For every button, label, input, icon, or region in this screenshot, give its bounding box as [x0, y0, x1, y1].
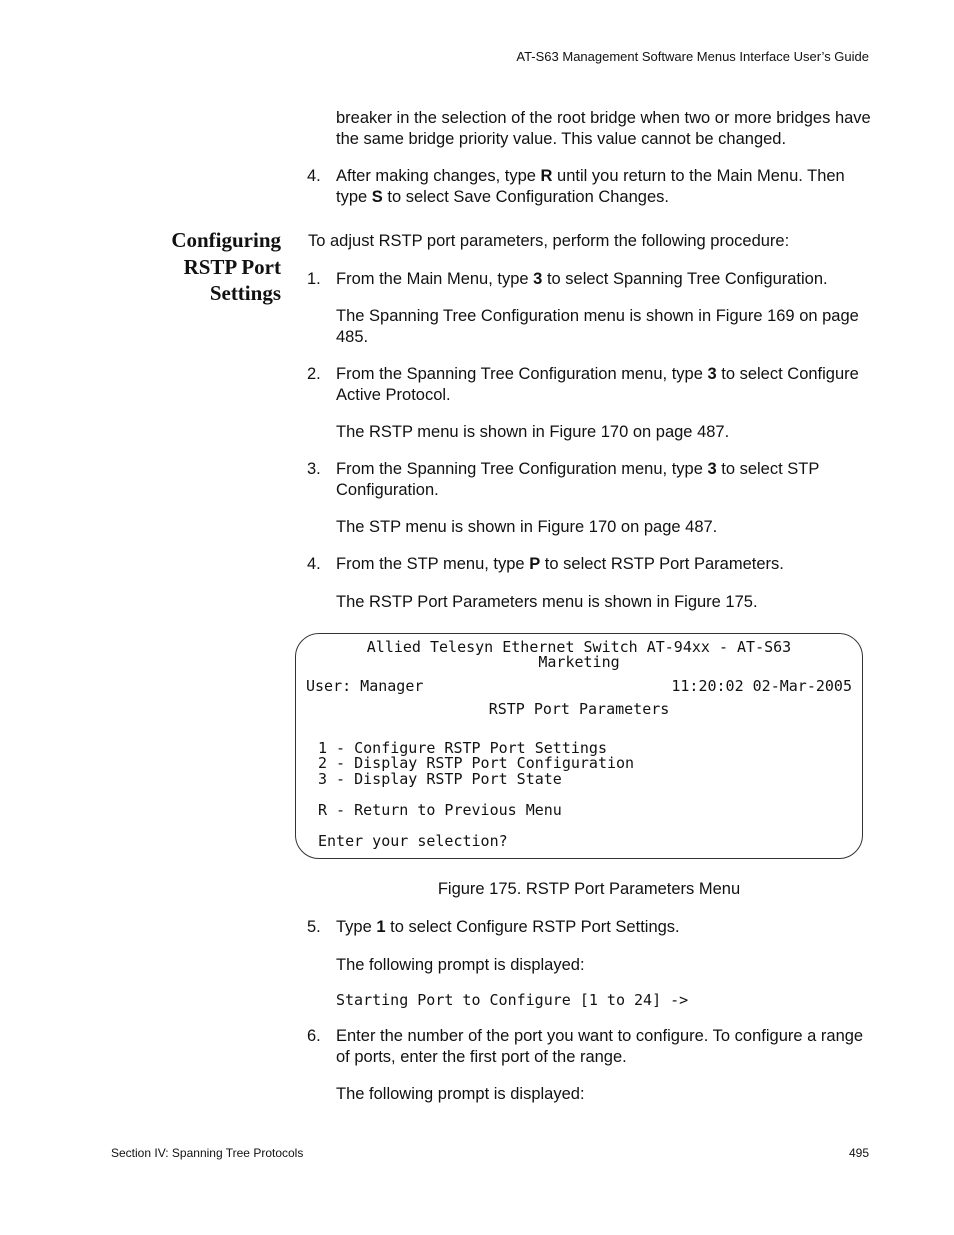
- step-note: The RSTP Port Parameters menu is shown in Figure 175.: [336, 593, 758, 611]
- key-label: 3: [707, 365, 717, 383]
- step-text: Type 1 to select Configure RSTP Port Settings.: [336, 918, 680, 936]
- step-number: 1.: [307, 270, 321, 288]
- step-text: From the STP menu, type P to select RSTP Port Parameters.: [336, 555, 784, 573]
- menu-option-return: R - Return to Previous Menu: [318, 801, 562, 819]
- key-label: 3: [533, 270, 543, 288]
- step-text: From the Spanning Tree Configuration menu, type 3 to select Configure Active Protocol.: [336, 365, 859, 404]
- step-text: From the Spanning Tree Configuration menu, type 3 to select STP Configuration.: [336, 460, 820, 499]
- key-label: 1: [376, 918, 386, 936]
- step-number: 5.: [307, 918, 321, 936]
- step-note: The Spanning Tree Configuration menu is shown in Figure 169 on page 485.: [336, 307, 859, 346]
- running-header: AT-S63 Management Software Menus Interface User’s Guide: [516, 49, 869, 64]
- figure-caption: Figure 175. RSTP Port Parameters Menu: [437, 880, 741, 898]
- step-text: From the Main Menu, type 3 to select Spanning Tree Configuration.: [336, 270, 828, 288]
- menu-option-1: 1 - Configure RSTP Port Settings: [318, 739, 607, 757]
- key-label: R: [540, 167, 553, 185]
- terminal-datetime: 11:20:02 02-Mar-2005: [671, 677, 852, 695]
- step-number: 3.: [307, 460, 321, 478]
- terminal-subtitle: Marketing: [538, 653, 620, 671]
- step-note: The RSTP menu is shown in Figure 170 on page 487.: [336, 423, 730, 441]
- menu-option-3: 3 - Display RSTP Port State: [318, 770, 562, 788]
- step-number: 6.: [307, 1027, 321, 1045]
- terminal-menu-title: RSTP Port Parameters: [488, 700, 670, 718]
- step-number: 4.: [307, 555, 321, 573]
- key-label: S: [371, 188, 383, 206]
- step-text: After making changes, type R until you return to the Main Menu. Then type S to select Save Configuration Changes.: [336, 167, 845, 206]
- page-number: 495: [848, 1146, 869, 1160]
- continuation-paragraph: breaker in the selection of the root bridge when two or more bridges have the same bridge priority value. This value cannot be changed.: [336, 109, 871, 148]
- key-label: 3: [707, 460, 717, 478]
- footer-section: Section IV: Spanning Tree Protocols: [111, 1146, 304, 1160]
- step-note: The STP menu is shown in Figure 170 on page 487.: [336, 518, 718, 536]
- menu-option-2: 2 - Display RSTP Port Configuration: [318, 754, 635, 772]
- step-number: 2.: [307, 365, 321, 383]
- section-intro: To adjust RSTP port parameters, perform the following procedure:: [308, 232, 790, 250]
- step-note: The following prompt is displayed:: [336, 956, 585, 974]
- terminal-user: User: Manager: [306, 677, 424, 695]
- terminal-prompt: Enter your selection?: [318, 832, 508, 850]
- code-prompt: Starting Port to Configure [1 to 24] ->: [336, 991, 689, 1009]
- step-note: The following prompt is displayed:: [336, 1085, 585, 1103]
- step-number: 4.: [307, 167, 321, 185]
- step-text: Enter the number of the port you want to configure. To configure a range of ports, enter the first port of the range.: [336, 1027, 864, 1066]
- terminal-title: Allied Telesyn Ethernet Switch AT-94xx - AT-S63: [366, 638, 792, 656]
- section-heading: Configuring RSTP Port Settings: [171, 228, 281, 305]
- key-label: P: [529, 555, 541, 573]
